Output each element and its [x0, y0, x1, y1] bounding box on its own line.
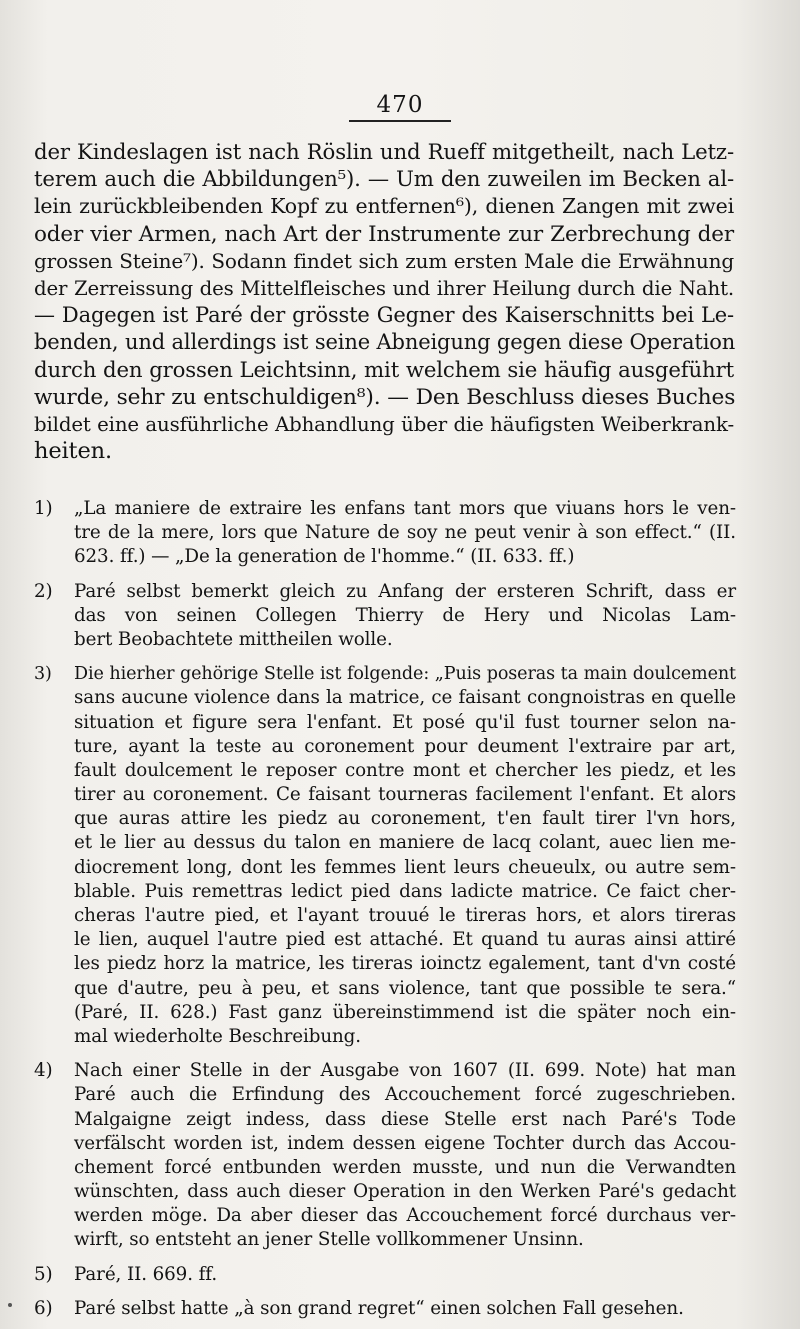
footnote-line: chement forcé entbunden werden musste, und nun die Verwandten: [74, 1156, 736, 1178]
footnote-1: [34, 497, 736, 570]
footnote-line: blable. Puis remettras ledict pied dans ladicte matrice. Ce faict cher-: [74, 880, 736, 902]
footnote-line: (Paré, II. 628.) Fast ganz übereinstimmend ist die später noch ein-: [74, 1001, 736, 1023]
footnote-6: [34, 1297, 736, 1321]
footnote-line: le lien, auquel l'autre pied est attaché. Et quand tu auras ainsi attiré: [74, 929, 736, 951]
footnote-line: 5) Paré, II. 669. ff.: [34, 1263, 736, 1287]
footnotes: [34, 497, 736, 1329]
footnote-2: [34, 580, 736, 653]
footnote-marker: 5): [34, 1263, 53, 1285]
footnote-line: 1) „La maniere de extraire les enfans tant mors que viuans hors le ven-: [34, 497, 736, 521]
footnote-line: 3) Die hierher gehörige Stelle ist folgende: „Puis poseras ta main doulcement: [34, 662, 736, 686]
footnote-line: Paré auch die Erfindung des Accouchement forcé zugeschrieben.: [74, 1084, 736, 1106]
text-line: durch den grossen Leichtsinn, mit welchem sie häufig ausgeführt: [34, 357, 734, 383]
main-text: [34, 139, 734, 465]
footnote-line: Malgaigne zeigt indess, dass diese Stelle erst nach Paré's Tode: [74, 1108, 736, 1130]
footnote-line: 6) Paré selbst hatte „à son grand regret“ einen solchen Fall gesehen.: [34, 1297, 736, 1321]
footnote-line: wünschten, dass auch dieser Operation in den Werken Paré's gedacht: [74, 1181, 736, 1203]
footnote-4: [34, 1059, 736, 1253]
footnote-line: werden möge. Da aber dieser das Accouchement forcé durchaus ver-: [74, 1205, 736, 1227]
footnote-marker: 1): [34, 498, 53, 519]
footnote-marker: 3): [34, 664, 52, 685]
footnote-line: 4) Nach einer Stelle in der Ausgabe von 1607 (II. 699. Note) hat man: [34, 1059, 736, 1083]
footnote-line: que d'autre, peu à peu, et sans violence, tant que possible te sera.“: [74, 977, 736, 999]
text-line: grossen Steine⁷). Sodann findet sich zum ersten Male die Erwähnung: [34, 248, 734, 273]
footnote-3: [34, 662, 736, 1049]
footnote-line: fault doulcement le reposer contre mont et chercher les piedz, et les: [74, 759, 736, 781]
footnote-line: les piedz horz la matrice, les tireras ioinctz egalement, tant d'vn costé: [74, 953, 736, 975]
text-line: heiten.: [34, 438, 112, 465]
text-line: — Dagegen ist Paré der grösste Gegner des Kaiserschnitts bei Le-: [34, 303, 734, 328]
ink-speck: [8, 1303, 12, 1307]
text-line: bildet eine ausführliche Abhandlung über die häufigsten Weiberkrank-: [34, 412, 734, 436]
text-line: der Zerreissung des Mittelfleisches und ihrer Heilung durch die Naht.: [34, 276, 734, 300]
footnote-line: tre de la mere, lors que Nature de soy ne peut venir à son effect.“ (II.: [74, 522, 736, 544]
footnote-marker: 6): [34, 1297, 53, 1319]
footnote-line: wirft, so entsteht an jener Stelle vollkommener Unsinn.: [74, 1229, 584, 1251]
text-line: der Kindeslagen ist nach Röslin und Rueff mitgetheilt, nach Letz-: [34, 140, 734, 165]
footnote-line: verfälscht worden ist, indem dessen eigene Tochter durch das Accou-: [74, 1132, 736, 1154]
footnote-line: cheras l'autre pied, et l'ayant trouué le tireras hors, et alors tireras: [74, 905, 736, 926]
footnote-line: bert Beobachtete mittheilen wolle.: [74, 628, 393, 650]
footnote-line: que auras attire les piedz au coronement, t'en fault tirer l'vn hors,: [74, 808, 736, 830]
text-line: benden, und allerdings ist seine Abneigung gegen diese Operation: [34, 330, 736, 355]
text-line: oder vier Armen, nach Art der Instrumente zur Zerbrechung der: [34, 221, 734, 247]
page-number: 470: [0, 92, 800, 118]
footnote-line: diocrement long, dont les femmes lient leurs cheueulx, ou autre sem-: [74, 856, 736, 878]
footnote-line: sans aucune violence dans la matrice, ce faisant congnoistras en quelle: [74, 687, 736, 709]
footnote-line: tirer au coronement. Ce faisant tourneras facilement l'enfant. Et alors: [74, 784, 736, 806]
text-line: wurde, sehr zu entschuldigen⁸). — Den Beschluss dieses Buches: [34, 384, 736, 410]
footnote-line: 623. ff.) — „De la generation de l'homme.“ (II. 633. ff.): [74, 546, 575, 568]
footnote-line: das von seinen Collegen Thierry de Hery und Nicolas Lam-: [74, 604, 736, 626]
footnote-line: 2) Paré selbst bemerkt gleich zu Anfang der ersteren Schrift, dass er: [34, 580, 736, 604]
footnote-marker: 4): [34, 1060, 53, 1082]
text-line: terem auch die Abbildungen⁵). — Um den zuweilen im Becken al-: [34, 167, 734, 193]
footnote-line: et le lier au dessus du talon en maniere de lacq colant, auec lien me-: [74, 832, 736, 854]
text-line: lein zurückbleibenden Kopf zu entfernen⁶), dienen Zangen mit zwei: [34, 194, 734, 219]
footnote-line: situation et figure sera l'enfant. Et posé qu'il fust tourner selon na-: [74, 711, 736, 733]
footnote-5: [34, 1263, 736, 1287]
footnote-line: mal wiederholte Beschreibung.: [74, 1025, 361, 1047]
footnote-line: ture, ayant la teste au coronement pour deument l'extraire par art,: [74, 735, 736, 757]
footnote-marker: 2): [34, 580, 53, 602]
